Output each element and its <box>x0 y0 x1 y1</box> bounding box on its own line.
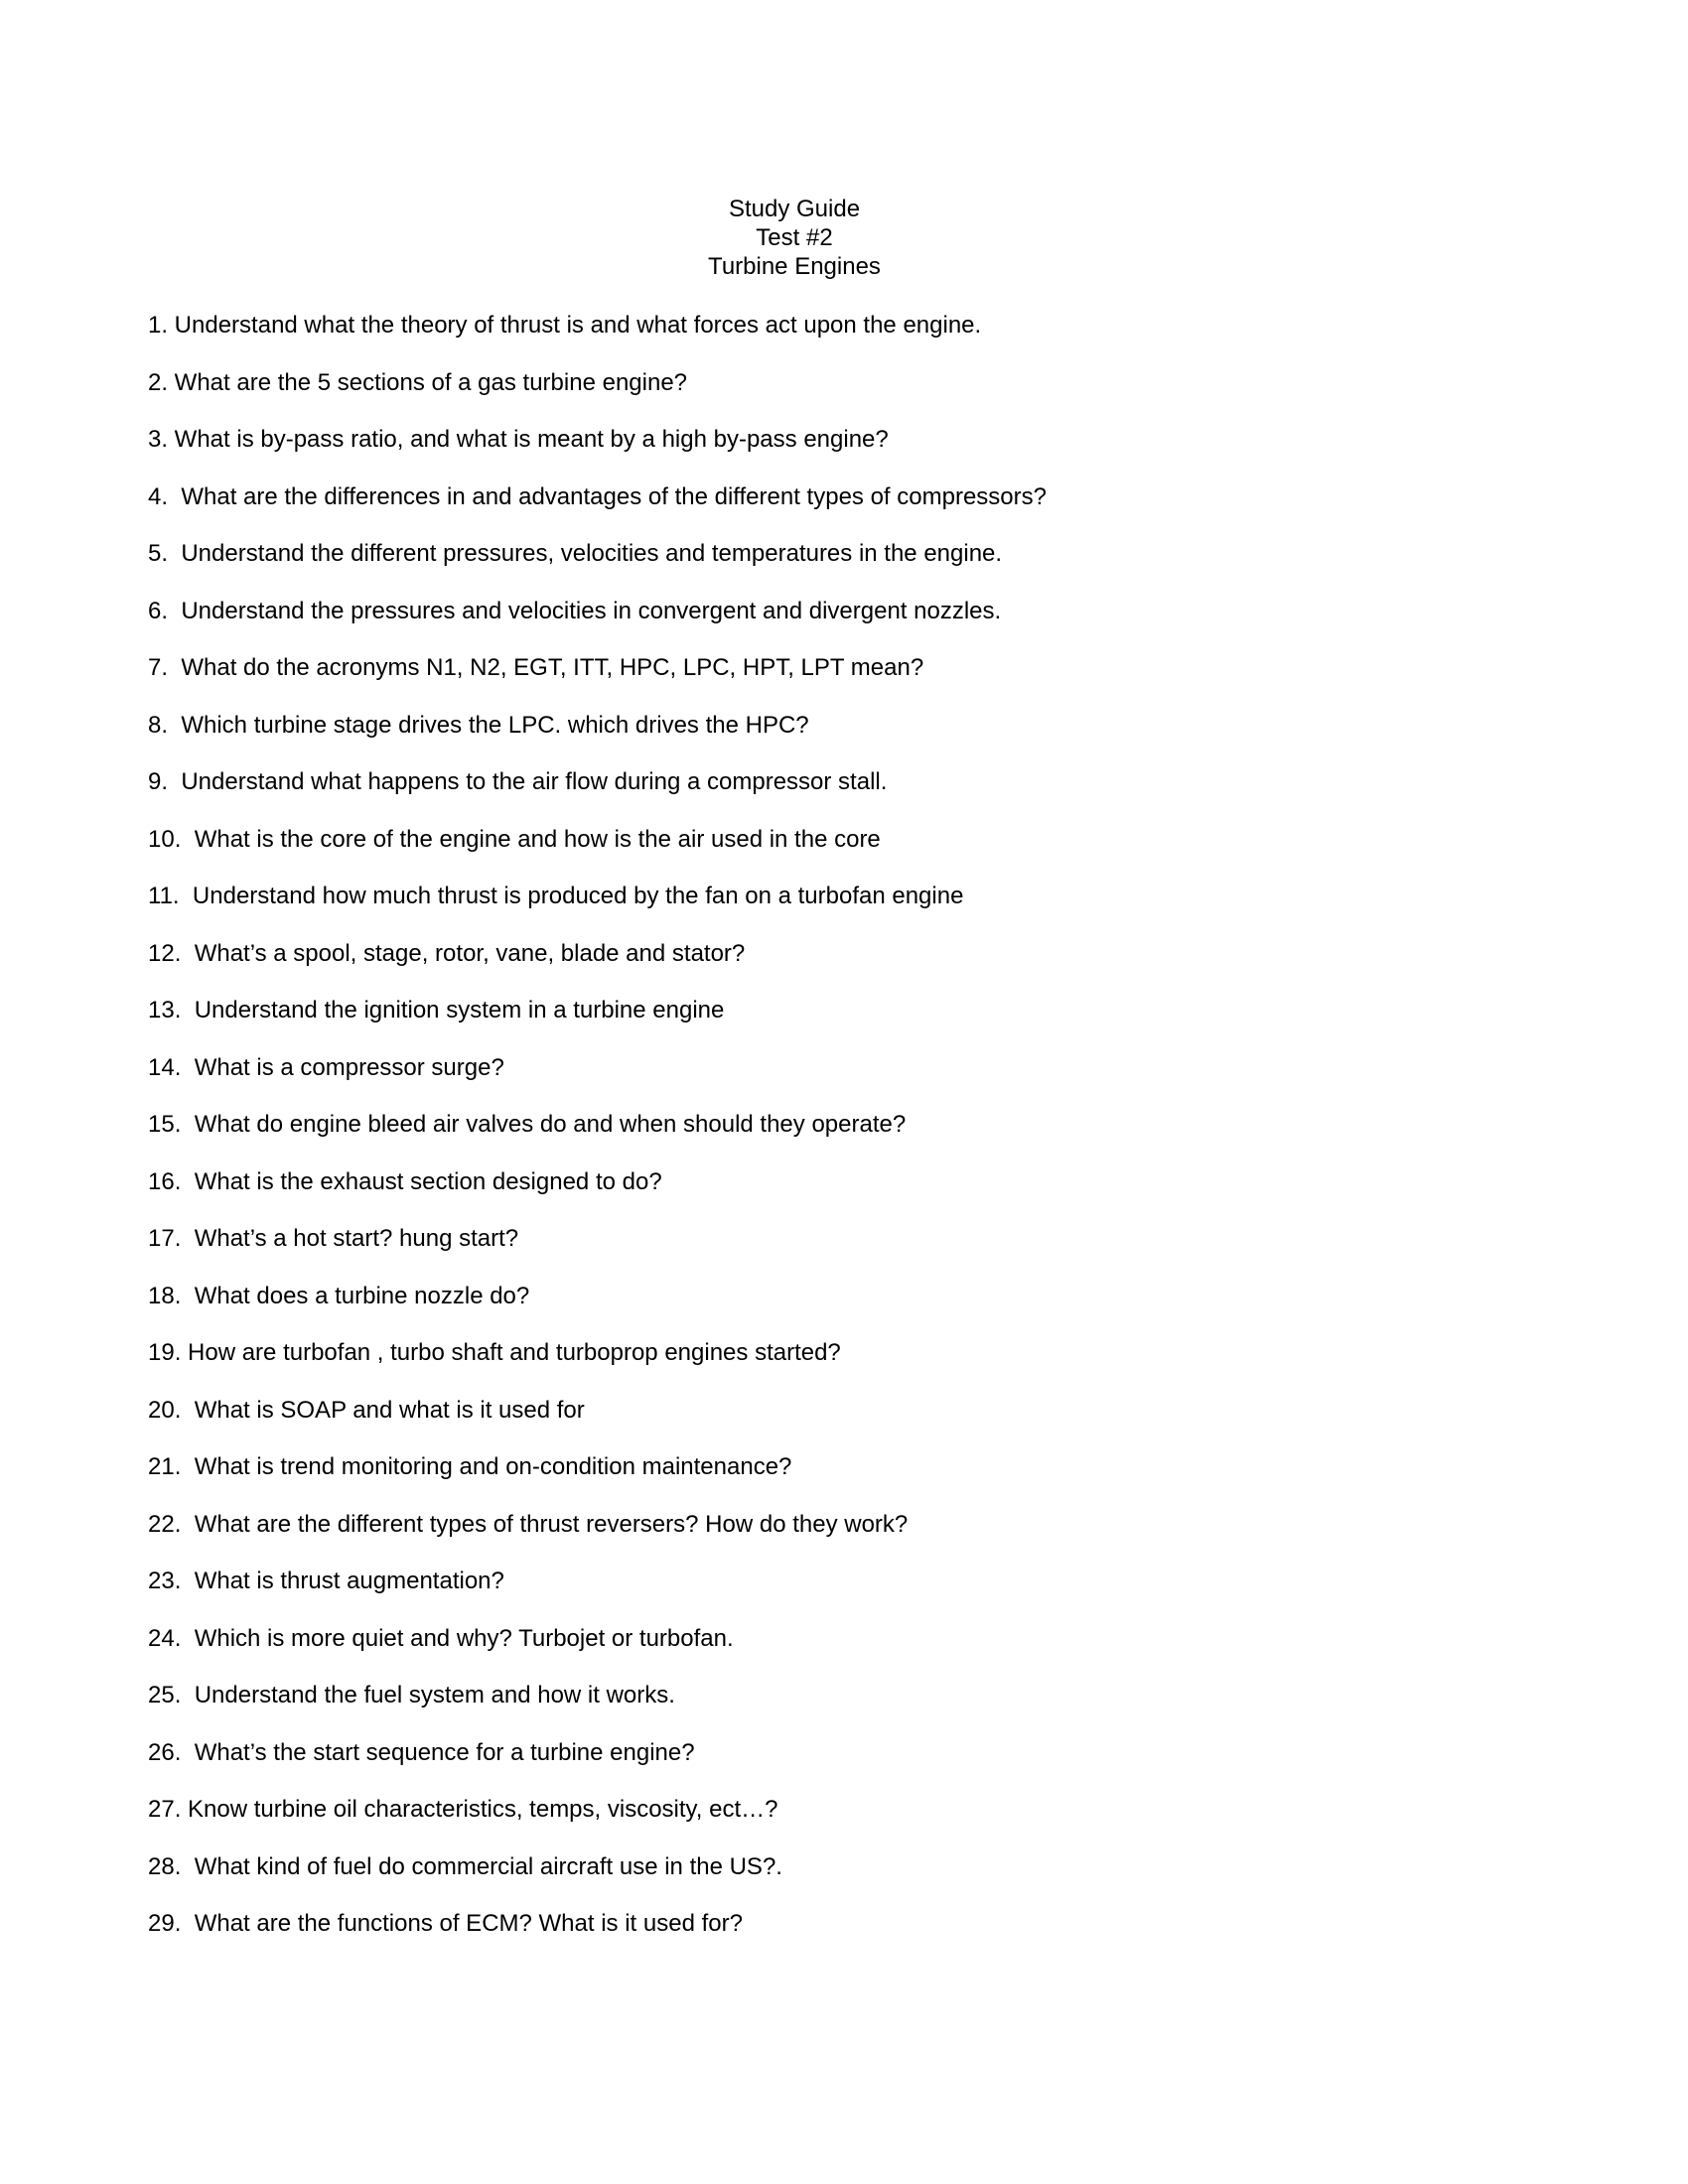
question-item: 4. What are the differences in and advantages of the different types of compressors? <box>148 482 1047 510</box>
question-item: 12. What’s a spool, stage, rotor, vane, blade and stator? <box>148 939 746 967</box>
question-item: 5. Understand the different pressures, velocities and temperatures in the engine. <box>148 540 1003 567</box>
question-item: 29. What are the functions of ECM? What is it used for? <box>148 1910 743 1937</box>
document-header <box>0 195 1589 281</box>
question-item: 11. Understand how much thrust is produced by the fan on a turbofan engine <box>148 883 964 909</box>
header-test-number: Test #2 <box>756 224 833 251</box>
question-item: 28. What kind of fuel do commercial aircraft use in the US?. <box>148 1852 782 1880</box>
question-item: 21. What is trend monitoring and on-condition maintenance? <box>148 1453 792 1480</box>
question-item: 10. What is the core of the engine and how is the air used in the core <box>148 825 881 853</box>
question-item: 9. Understand what happens to the air flow during a compressor stall. <box>148 768 888 795</box>
question-item: 7. What do the acronyms N1, N2, EGT, ITT, HPC, LPC, HPT, LPT mean? <box>148 654 924 681</box>
header-subject: Turbine Engines <box>708 253 881 280</box>
question-item: 6. Understand the pressures and velocities in convergent and divergent nozzles. <box>148 597 1002 624</box>
question-item: 15. What do engine bleed air valves do and when should they operate? <box>148 1111 907 1138</box>
question-item: 26. What’s the start sequence for a turbine engine? <box>148 1738 695 1766</box>
question-item: 2. What are the 5 sections of a gas turbine engine? <box>148 368 688 396</box>
question-item: 8. Which turbine stage drives the LPC. which drives the HPC? <box>148 711 809 739</box>
question-item: 18. What does a turbine nozzle do? <box>148 1282 530 1309</box>
question-item: 14. What is a compressor surge? <box>148 1053 504 1081</box>
question-item: 3. What is by-pass ratio, and what is meant by a high by-pass engine? <box>148 426 889 453</box>
header-title: Study Guide <box>728 196 861 222</box>
question-item: 27. Know turbine oil characteristics, temps, viscosity, ect…? <box>148 1796 778 1823</box>
question-item: 22. What are the different types of thrust reversers? How do they work? <box>148 1510 909 1538</box>
question-item: 25. Understand the fuel system and how it works. <box>148 1682 675 1708</box>
question-item: 20. What is SOAP and what is it used for <box>148 1396 585 1424</box>
question-item: 1. Understand what the theory of thrust is and what forces act upon the engine. <box>148 312 982 339</box>
question-item: 13. Understand the ignition system in a turbine engine <box>148 997 725 1024</box>
question-item: 17. What’s a hot start? hung start? <box>148 1225 519 1252</box>
question-item: 23. What is thrust augmentation? <box>148 1568 504 1594</box>
question-item: 19. How are turbofan , turbo shaft and turboprop engines started? <box>148 1339 841 1366</box>
question-item: 24. Which is more quiet and why? Turbojet or turbofan. <box>148 1624 734 1652</box>
question-list <box>148 309 1538 1965</box>
question-item: 16. What is the exhaust section designed to do? <box>148 1167 662 1195</box>
